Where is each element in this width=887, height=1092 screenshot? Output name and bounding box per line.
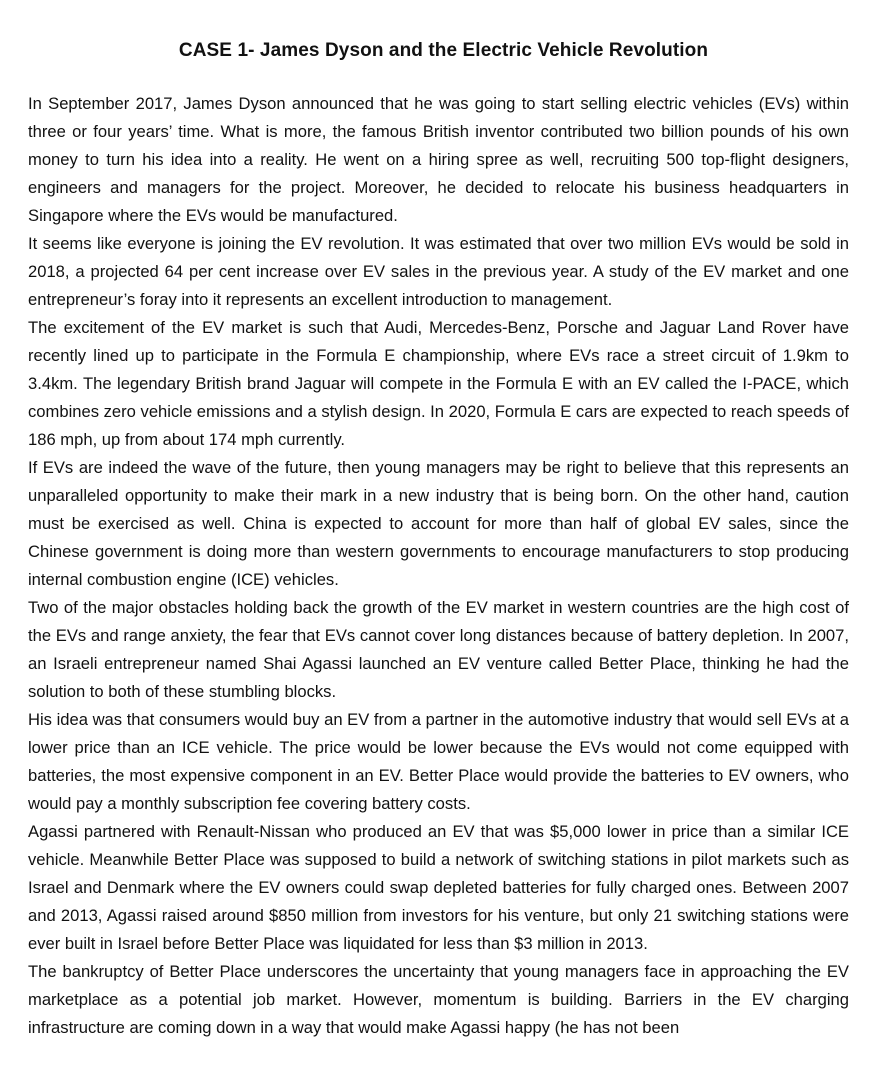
paragraph-5: Two of the major obstacles holding back the growth of the EV market in western countries are the high cost of the EVs and range anxiety, the fear that EVs cannot cover long distances because of battery depletion. In 2007, an Israeli entrepreneur named Shai Agassi launched an EV venture called Better Place, thinking he had the solution to both of these stumbling blocks. — [28, 598, 849, 701]
paragraph-3: The excitement of the EV market is such that Audi, Mercedes-Benz, Porsche and Jaguar Land Rover have recently lined up to participate in the Formula E championship, where EVs race a street circuit of 1.9km to 3.4km. The legendary British brand Jaguar will compete in the Formula E with an EV called the I-PACE, which combines zero vehicle emissions and a stylish design. In 2020, Formula E cars are expected to reach speeds of 186 mph, up from about 174 mph currently. — [28, 318, 849, 449]
paragraph-1: In September 2017, James Dyson announced that he was going to start selling electric vehicles (EVs) within three or four years’ time. What is more, the famous British inventor contributed two billion pounds of his own money to turn his idea into a reality. He went on a hiring spree as well, recruiting 500 top-flight designers, engineers and managers for the project. Moreover, he decided to relocate his business headquarters in Singapore where the EVs would be manufactured. — [28, 94, 849, 225]
page-title: CASE 1- James Dyson and the Electric Vehicle Revolution — [178, 40, 709, 61]
paragraph-6: His idea was that consumers would buy an EV from a partner in the automotive industry that would sell EVs at a lower price than an ICE vehicle. The price would be lower because the EVs would not come equipped with batteries, the most expensive component in an EV. Better Place would provide the batteries to EV owners, who would pay a monthly subscription fee covering battery costs. — [28, 710, 849, 813]
paragraph-2: It seems like everyone is joining the EV revolution. It was estimated that over two million EVs would be sold in 2018, a projected 64 per cent increase over EV sales in the previous year. A study of the EV market and one entrepreneur’s foray into it represents an excellent introduction to management. — [28, 234, 849, 309]
paragraph-8: The bankruptcy of Better Place underscores the uncertainty that young managers face in approaching the EV marketplace as a potential job market. However, momentum is building. Barriers in the EV charging infrastructure are coming down in a way that would make Agassi happy (he has not been — [28, 962, 849, 1037]
paragraph-7: Agassi partnered with Renault-Nissan who produced an EV that was $5,000 lower in price than a similar ICE vehicle. Meanwhile Better Place was supposed to build a network of switching stations in pilot markets such as Israel and Denmark where the EV owners could swap depleted batteries for fully charged ones. Between 2007 and 2013, Agassi raised around $850 million from investors for his venture, but only 21 switching stations were ever built in Israel before Better Place was liquidated for less than $3 million in 2013. — [28, 822, 849, 953]
document-body — [28, 90, 849, 1042]
paragraph-4: If EVs are indeed the wave of the future, then young managers may be right to believe that this represents an unparalleled opportunity to make their mark in a new industry that is being born. On the other hand, caution must be exercised as well. China is expected to account for more than half of global EV sales, since the Chinese government is doing more than western governments to encourage manufacturers to stop producing internal combustion engine (ICE) vehicles. — [28, 458, 849, 589]
